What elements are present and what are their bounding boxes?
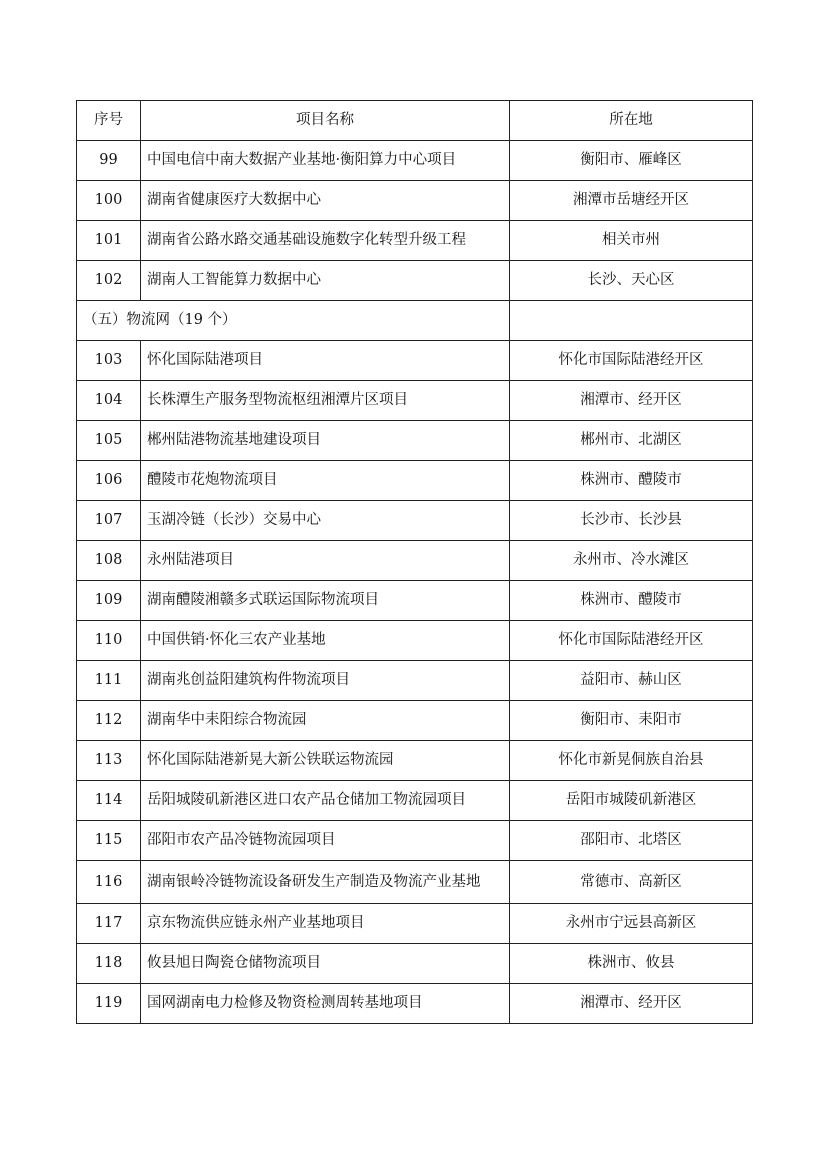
header-number: 序号	[77, 101, 141, 141]
cell-number: 99	[77, 141, 141, 181]
table-row	[77, 741, 753, 781]
table-row	[77, 421, 753, 461]
cell-location: 株洲市、攸县	[510, 944, 753, 984]
cell-project-name: 湖南银岭冷链物流设备研发生产制造及物流产业基地	[141, 861, 510, 904]
table-row	[77, 821, 753, 861]
cell-location: 怀化市新晃侗族自治县	[510, 741, 753, 781]
table-row	[77, 221, 753, 261]
cell-number: 115	[77, 821, 141, 861]
cell-location: 岳阳市城陵矶新港区	[510, 781, 753, 821]
cell-project-name: 怀化国际陆港项目	[141, 341, 510, 381]
cell-location: 邵阳市、北塔区	[510, 821, 753, 861]
table-row	[77, 261, 753, 301]
cell-project-name: 长株潭生产服务型物流枢纽湘潭片区项目	[141, 381, 510, 421]
cell-number: 109	[77, 581, 141, 621]
table-row	[77, 781, 753, 821]
cell-number: 117	[77, 904, 141, 944]
cell-location: 永州市、冷水滩区	[510, 541, 753, 581]
cell-location: 长沙、天心区	[510, 261, 753, 301]
cell-location: 郴州市、北湖区	[510, 421, 753, 461]
cell-project-name: 湖南醴陵湘赣多式联运国际物流项目	[141, 581, 510, 621]
cell-project-name: 湖南人工智能算力数据中心	[141, 261, 510, 301]
table-row	[77, 381, 753, 421]
cell-project-name: 湖南兆创益阳建筑构件物流项目	[141, 661, 510, 701]
table-row	[77, 581, 753, 621]
cell-project-name: 京东物流供应链永州产业基地项目	[141, 904, 510, 944]
cell-project-name: 国网湖南电力检修及物资检测周转基地项目	[141, 984, 510, 1024]
cell-number: 112	[77, 701, 141, 741]
cell-number: 100	[77, 181, 141, 221]
cell-project-name: 永州陆港项目	[141, 541, 510, 581]
cell-number: 106	[77, 461, 141, 501]
cell-project-name: 醴陵市花炮物流项目	[141, 461, 510, 501]
cell-number: 114	[77, 781, 141, 821]
cell-number: 118	[77, 944, 141, 984]
table-row	[77, 461, 753, 501]
table-row	[77, 141, 753, 181]
cell-location: 永州市宁远县高新区	[510, 904, 753, 944]
section-row	[77, 301, 753, 341]
cell-project-name: 中国电信中南大数据产业基地·衡阳算力中心项目	[141, 141, 510, 181]
cell-location: 怀化市国际陆港经开区	[510, 621, 753, 661]
table-row	[77, 621, 753, 661]
table-row	[77, 181, 753, 221]
cell-number: 101	[77, 221, 141, 261]
cell-number: 119	[77, 984, 141, 1024]
cell-number: 104	[77, 381, 141, 421]
table-row	[77, 984, 753, 1024]
cell-location: 株洲市、醴陵市	[510, 461, 753, 501]
cell-project-name: 怀化国际陆港新晃大新公铁联运物流园	[141, 741, 510, 781]
cell-project-name: 玉湖冷链（长沙）交易中心	[141, 501, 510, 541]
cell-location: 湘潭市、经开区	[510, 381, 753, 421]
header-name: 项目名称	[141, 101, 510, 141]
cell-project-name: 邵阳市农产品冷链物流园项目	[141, 821, 510, 861]
table-row	[77, 661, 753, 701]
cell-location: 益阳市、赫山区	[510, 661, 753, 701]
section-empty-cell	[510, 301, 753, 341]
cell-location: 怀化市国际陆港经开区	[510, 341, 753, 381]
cell-number: 102	[77, 261, 141, 301]
cell-project-name: 郴州陆港物流基地建设项目	[141, 421, 510, 461]
table-row	[77, 701, 753, 741]
cell-location: 相关市州	[510, 221, 753, 261]
cell-project-name: 中国供销·怀化三农产业基地	[141, 621, 510, 661]
cell-location: 湘潭市、经开区	[510, 984, 753, 1024]
cell-project-name: 湖南省公路水路交通基础设施数字化转型升级工程	[141, 221, 510, 261]
table-row	[77, 501, 753, 541]
cell-location: 衡阳市、耒阳市	[510, 701, 753, 741]
table-row	[77, 541, 753, 581]
cell-project-name: 湖南华中耒阳综合物流园	[141, 701, 510, 741]
cell-location: 湘潭市岳塘经开区	[510, 181, 753, 221]
cell-location: 长沙市、长沙县	[510, 501, 753, 541]
cell-project-name: 攸县旭日陶瓷仓储物流项目	[141, 944, 510, 984]
cell-number: 108	[77, 541, 141, 581]
header-location: 所在地	[510, 101, 753, 141]
cell-number: 110	[77, 621, 141, 661]
cell-number: 113	[77, 741, 141, 781]
table-row	[77, 861, 753, 904]
table-row	[77, 341, 753, 381]
cell-number: 111	[77, 661, 141, 701]
cell-project-name: 岳阳城陵矶新港区进口农产品仓储加工物流园项目	[141, 781, 510, 821]
cell-number: 103	[77, 341, 141, 381]
cell-number: 107	[77, 501, 141, 541]
table-header-row	[77, 101, 753, 141]
cell-number: 116	[77, 861, 141, 904]
table-row	[77, 944, 753, 984]
cell-location: 株洲市、醴陵市	[510, 581, 753, 621]
cell-project-name: 湖南省健康医疗大数据中心	[141, 181, 510, 221]
cell-number: 105	[77, 421, 141, 461]
project-table	[76, 100, 753, 1024]
cell-location: 常德市、高新区	[510, 861, 753, 904]
table-row	[77, 904, 753, 944]
cell-location: 衡阳市、雁峰区	[510, 141, 753, 181]
section-title: （五）物流网（19 个）	[77, 301, 510, 341]
